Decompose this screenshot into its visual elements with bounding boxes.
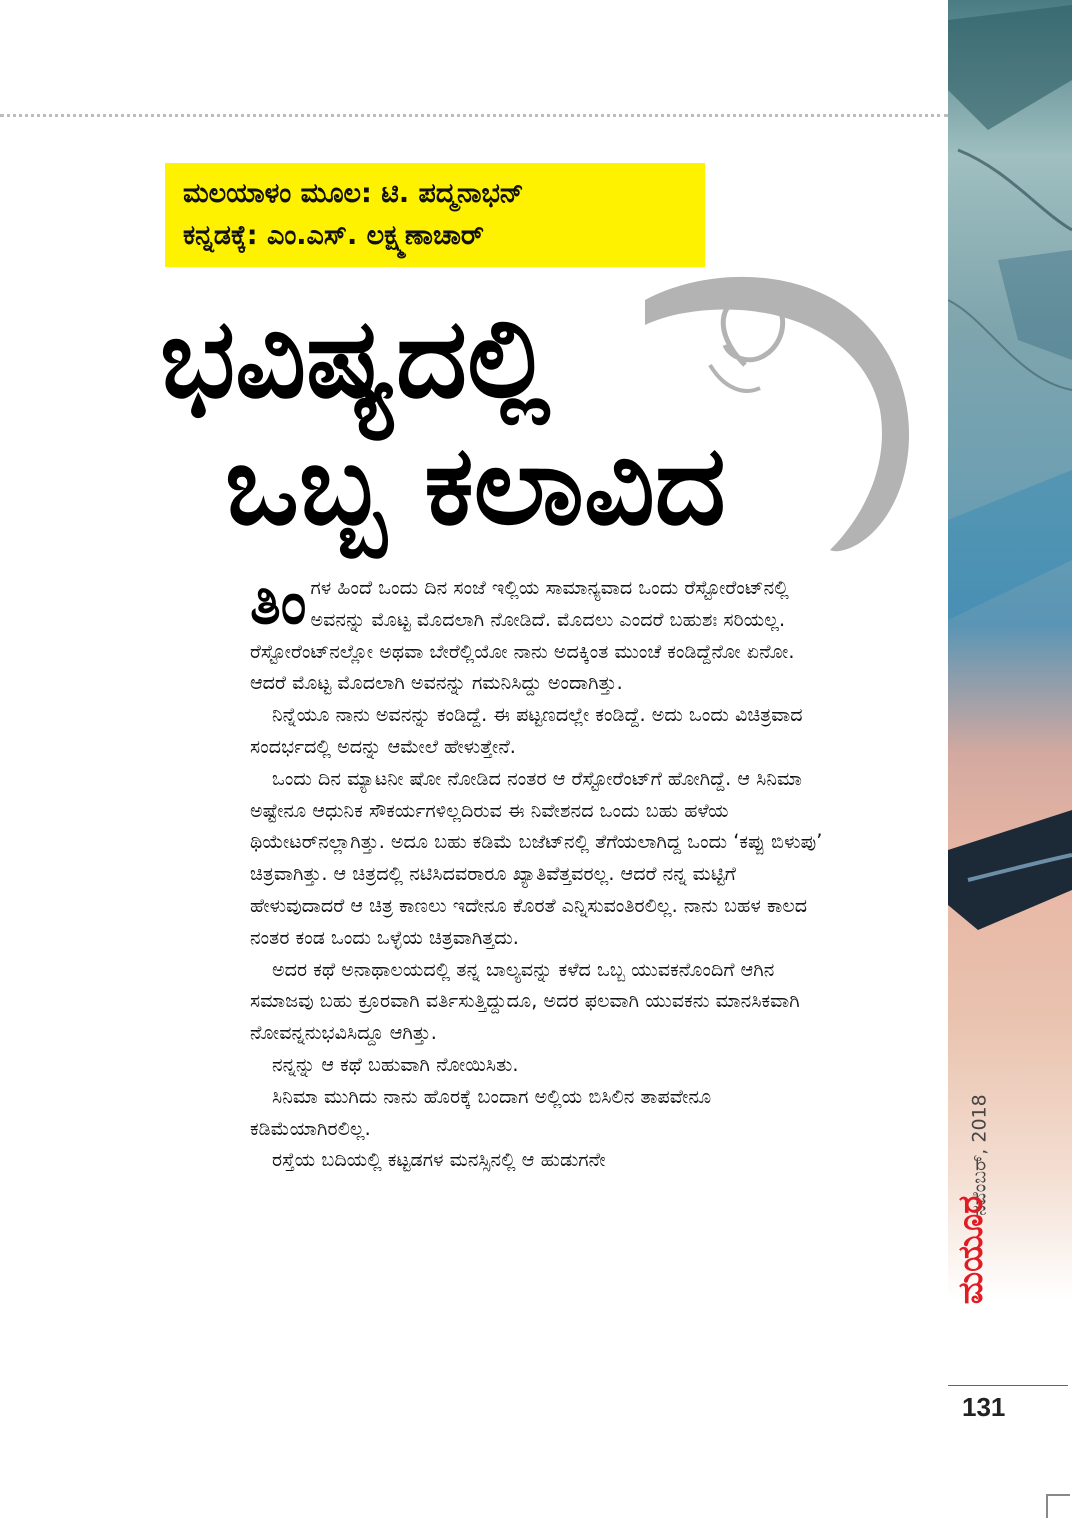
page-number: 131 xyxy=(962,1392,1006,1422)
issue-date-text: ನವೆಂಬರ್, 2018 xyxy=(969,1094,992,1216)
article-paragraph: ನಿನ್ನೆಯೂ ನಾನು ಅವನನ್ನು ಕಂಡಿದ್ದೆ. ಈ ಪಟ್ಟಣದಲ್ಲೇ ಕಂಡಿದ್ದೆ. ಅದು ಒಂದು ವಿಚಿತ್ರವಾದ ಸಂದರ್ಭದಲ್ಲಿ ಅದನ್ನು ಆಮೇಲೆ ಹೇಳುತ್ತೇನೆ. xyxy=(250,703,803,758)
article-title-line-2: ಒಬ್ಬ ಕಲಾವಿದ xyxy=(225,421,726,549)
dotted-divider xyxy=(0,114,948,117)
crop-mark xyxy=(1046,1494,1070,1518)
article-body xyxy=(250,569,830,1176)
article-paragraph: ಅದರ ಕಥೆ ಅನಾಥಾಲಯದಲ್ಲಿ ತನ್ನ ಬಾಲ್ಯವನ್ನು ಕಳೆದ ಒಬ್ಬ ಯುವಕನೊಂದಿಗೆ ಆಗಿನ ಸಮಾಜವು ಬಹು ಕ್ರೂರವಾಗಿ ವರ್ತಿಸುತ್ತಿದ್ದುದೂ, ಅದರ ಫಲವಾಗಿ ಯುವಕನು ಮಾನಸಿಕವಾಗಿ ನೋವನ್ನನುಭವಿಸಿದ್ದೂ ಆಗಿತ್ತು. xyxy=(250,957,800,1045)
paragraph-text: ಗಳ ಹಿಂದೆ ಒಂದು ದಿನ ಸಂಜೆ ಇಲ್ಲಿಯ ಸಾಮಾನ್ಯವಾದ ಒಂದು ರೆಸ್ಟೋರೆಂಟ್‌ನಲ್ಲಿ ಅವನನ್ನು ಮೊಟ್ಟ ಮೊದಲಾಗಿ ನೋಡಿದೆ. ಮೊದಲು ಎಂದರೆ ಬಹುಶಃ ಸರಿಯಲ್ಲ. ರೆಸ್ಟೋರೆಂಟ್‌ನಲ್ಲೋ ಅಥವಾ ಬೇರೆಲ್ಲಿಯೋ ನಾನು ಅದಕ್ಕಿಂತ ಮುಂಚೆ ಕಂಡಿದ್ದೆನೋ ಏನೋ. ಆದರೆ ಮೊಟ್ಟ ಮೊದಲಾಗಿ ಅವನನ್ನು ಗಮನಿಸಿದ್ದು ಅಂದಾಗಿತ್ತು. xyxy=(250,576,795,695)
original-author-credit: ಮಲಯಾಳಂ ಮೂಲ: ಟಿ. ಪದ್ಮನಾಭನ್ xyxy=(183,178,524,209)
article-paragraph: ನನ್ನನ್ನು ಆ ಕಥೆ ಬಹುವಾಗಿ ನೋಯಿಸಿತು. xyxy=(272,1052,519,1076)
article-paragraph xyxy=(250,569,830,699)
drop-cap: ತಿಂ xyxy=(250,569,307,637)
magazine-logo xyxy=(946,1195,996,1305)
article-paragraph: ರಸ್ತೆಯ ಬದಿಯಲ್ಲಿ ಕಟ್ಟಡಗಳ ಮನಸ್ಸಿನಲ್ಲಿ ಆ ಹುಡುಗನೇ xyxy=(272,1148,606,1172)
article-paragraph: ಸಿನಿಮಾ ಮುಗಿದು ನಾನು ಹೊರಕ್ಕೆ ಬಂದಾಗ ಅಲ್ಲಿಯ ಬಿಸಿಲಿನ ತಾಪವೇನೂ ಕಡಿಮೆಯಾಗಿರಲಿಲ್ಲ. xyxy=(250,1084,712,1140)
page-number-rule xyxy=(948,1385,1068,1386)
author-credit-box xyxy=(165,163,705,267)
translator-credit: ಕನ್ನಡಕ್ಕೆ: ಎಂ.ಎಸ್. ಲಕ್ಷ್ಮಣಾಚಾರ್ xyxy=(183,220,484,251)
article-paragraph: ಒಂದು ದಿನ ಮ್ಯಾಟನೀ ಷೋ ನೋಡಿದ ನಂತರ ಆ ರೆಸ್ಟೋರೆಂಟ್‌ಗೆ ಹೋಗಿದ್ದೆ. ಆ ಸಿನಿಮಾ ಅಷ್ಟೇನೂ ಆಧುನಿಕ ಸೌಕರ್ಯಗಳಿಲ್ಲದಿರುವ ಈ ನಿವೇಶನದ ಒಂದು ಬಹು ಹಳೆಯ ಥಿಯೇಟರ್‌ನಲ್ಲಾಗಿತ್ತು. ಅದೂ ಬಹು ಕಡಿಮೆ ಬಜೆಟ್‌ನಲ್ಲಿ ತೆಗೆಯಲಾಗಿದ್ದ ಒಂದು ‘ಕಪ್ಪು ಬಿಳುಪು’ ಚಿತ್ರವಾಗಿತ್ತು. ಆ ಚಿತ್ರದಲ್ಲಿ ನಟಿಸಿದವರಾರೂ ಖ್ಯಾತಿವೆತ್ತವರಲ್ಲ. ಆದರೆ ನನ್ನ ಮಟ್ಟಿಗೆ ಹೇಳುವುದಾದರೆ ಆ ಚಿತ್ರ ಕಾಣಲು ಇದೇನೂ ಕೊರತೆ ಎನ್ನಿಸುವಂತಿರಲಿಲ್ಲ. ನಾನು ಬಹಳ ಕಾಲದ ನಂತರ ಕಂಡ ಒಂದು ಒಳ್ಳೆಯ ಚಿತ್ರವಾಗಿತ್ತದು. xyxy=(250,766,823,949)
magazine-name: ಮಯೂರ xyxy=(951,1195,991,1305)
article-title-line-1: ಭವಿಷ್ಯದಲ್ಲಿ xyxy=(160,294,551,422)
